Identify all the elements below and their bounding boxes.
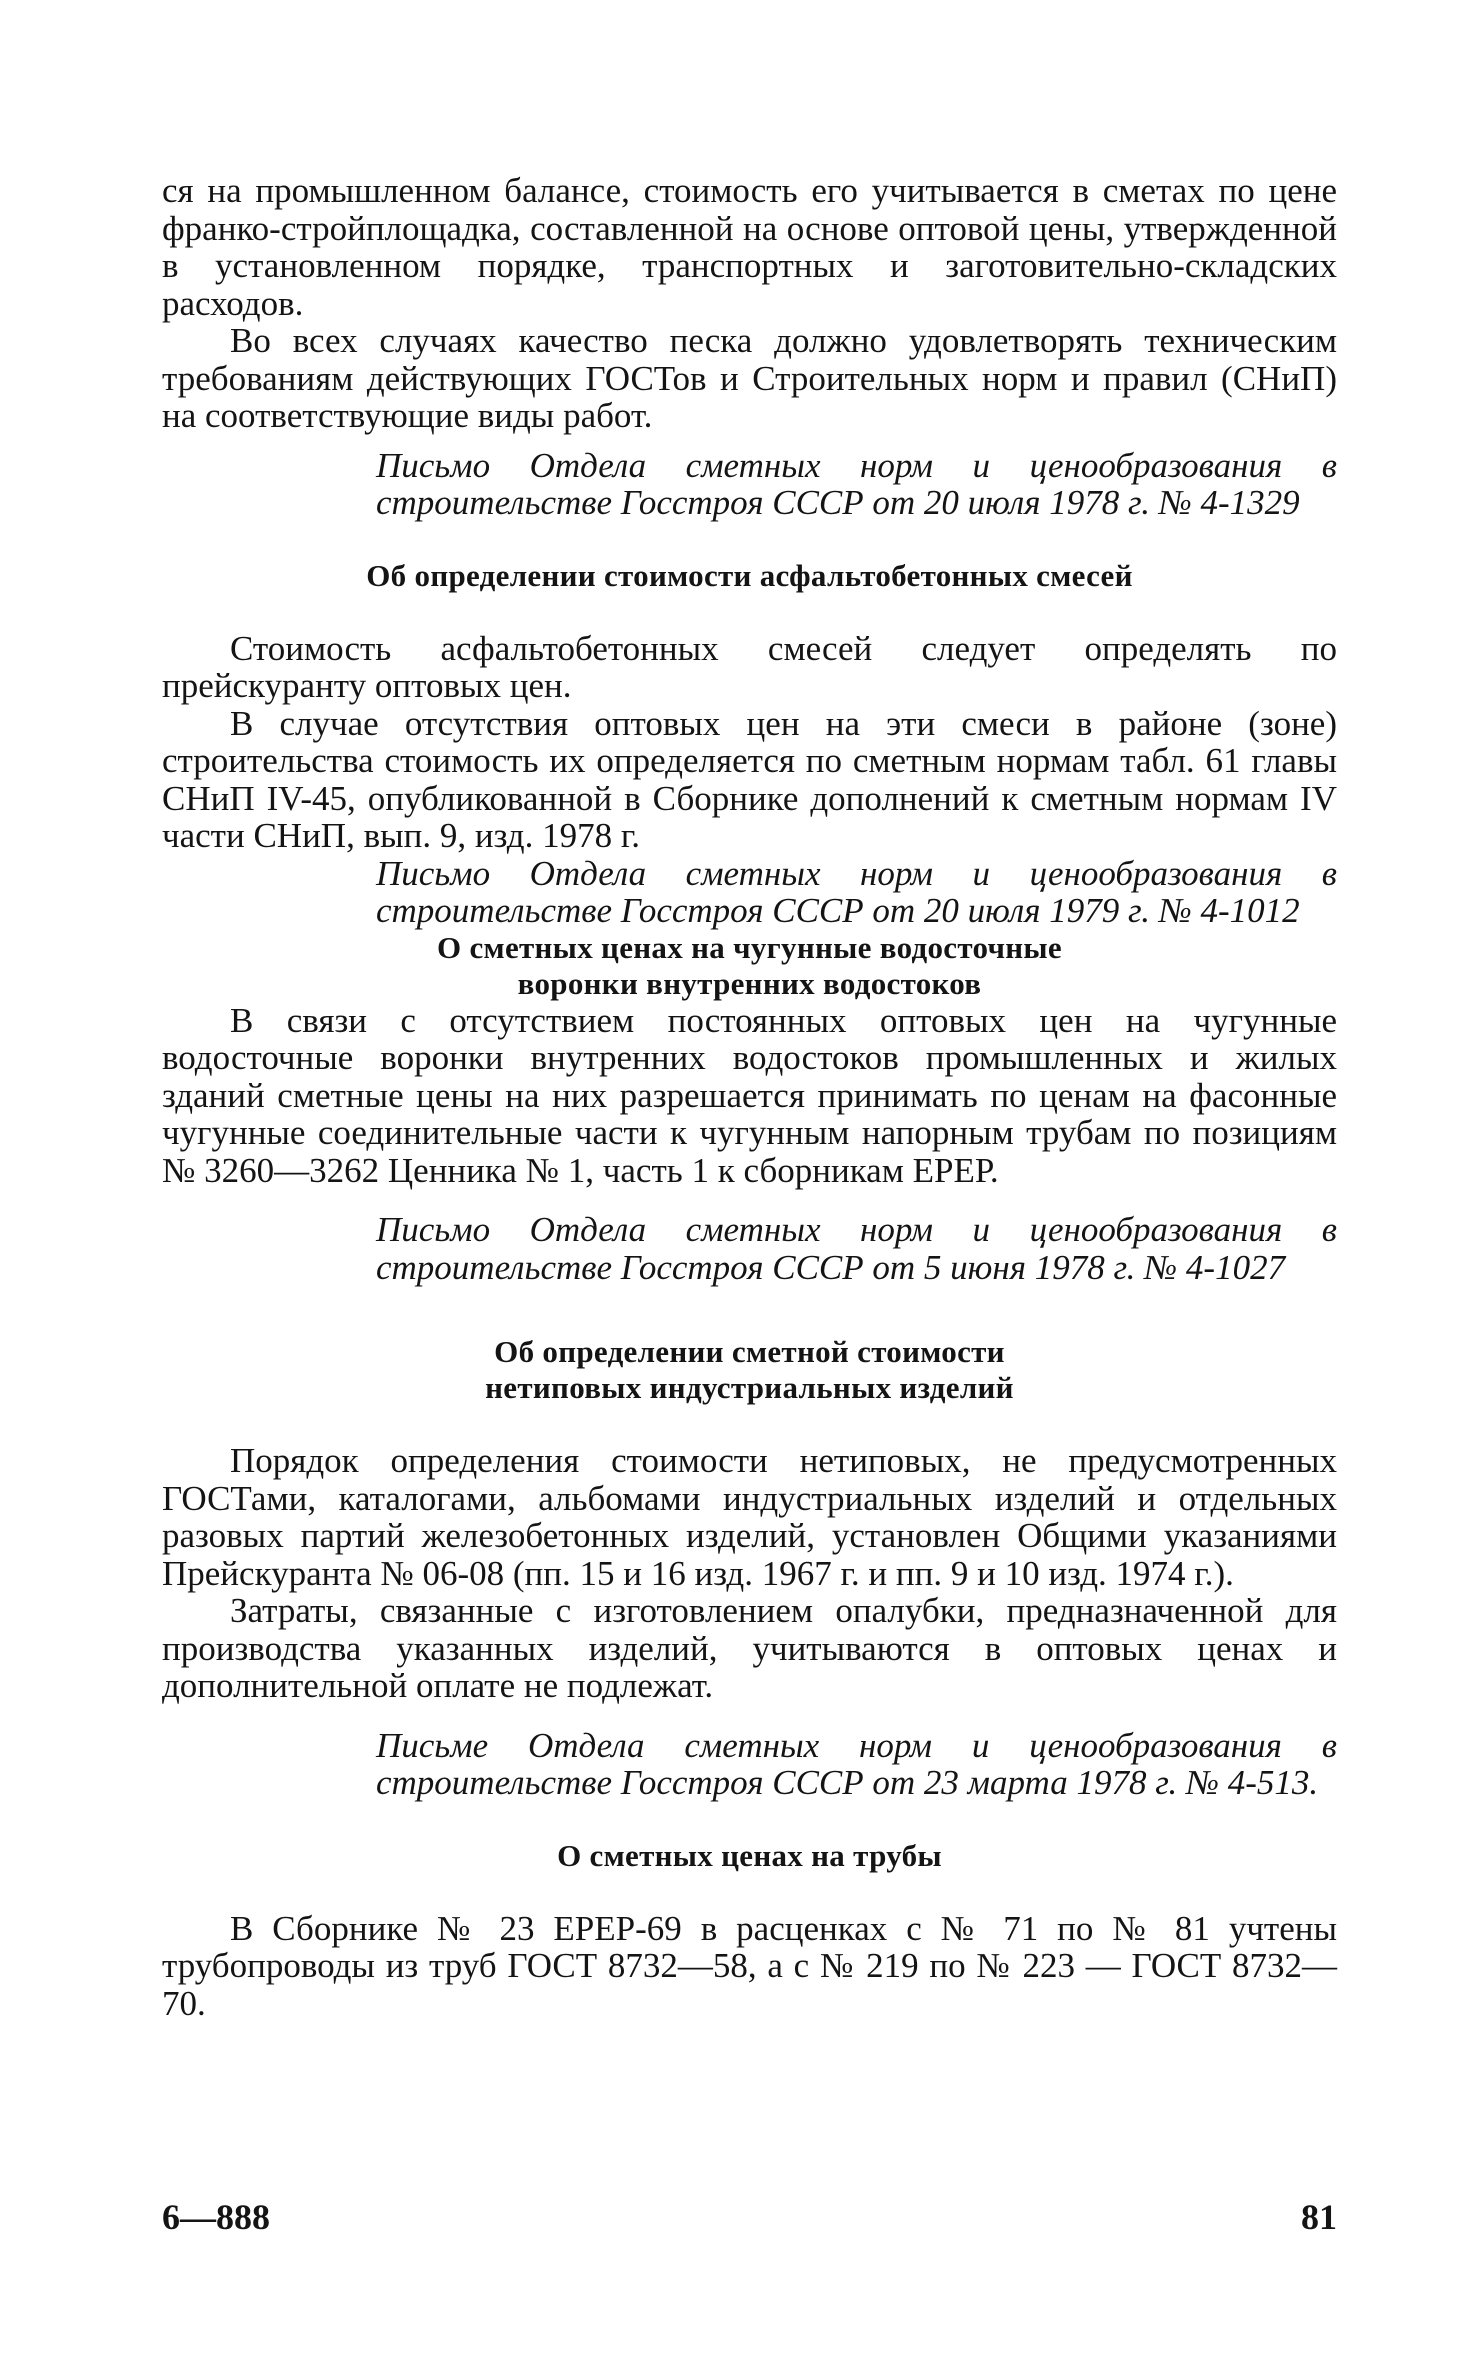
signature: Письмо Отдела сметных норм и ценообразования в строительстве Госстроя СССР от 20 июля 1978 г. № 4-1329 [376,445,1337,522]
section-pipes [162,1838,1337,2023]
document-page [162,172,1337,2022]
section-title: Об определении стоимости асфальтобетонных смесей [366,557,1133,593]
signature: Письме Отдела сметных норм и ценообразования в строительстве Госстроя СССР от 23 марта 1978 г. № 4-513. [376,1725,1337,1802]
section-title: О сметных ценах на трубы [557,1837,942,1873]
page-footer [162,2196,1337,2238]
section-nonstandard-products [162,1334,1337,1802]
paragraph: В Сборнике № 23 ЕРЕР-69 в расценках с № 71 по № 81 учтены трубопроводы из труб ГОСТ 8732—58, а с № 219 по № 223 — ГОСТ 8732—70. [162,1908,1337,2023]
paragraph: Порядок определения стоимости нетиповых, не предусмотренных ГОСТами, каталогами, альбомами индустриальных изделий и отдельных разовых партий железобетонных изделий, установлен Общими указаниями Прейскуранта № 06-08 (пп. 15 и 16 изд. 1967 г. и пп. 9 и 10 изд. 1974 г.). [162,1441,1337,1593]
paragraph: В случае отсутствия оптовых цен на эти смеси в районе (зоне) строительства стоимость их определяется по сметным нормам табл. 61 главы СНиП IV-45, опубликованной в Сборнике дополнений к сметным нормам IV части СНиП, вып. 9, изд. 1978 г. [162,703,1337,855]
section-asphalt [162,558,1337,930]
paragraph: Затраты, связанные с изготовлением опалубки, предназначенной для производства указанных изделий, учитываются в оптовых ценах и дополнительной оплате не подлежат. [162,1591,1337,1705]
paragraph: Стоимость асфальтобетонных смесей следует определять по прейскуранту оптовых цен. [162,628,1337,705]
signature: Письмо Отдела сметных норм и ценообразования в строительстве Госстроя СССР от 20 июля 1979 г. № 4-1012 [376,853,1337,930]
page-number: 81 [1301,2197,1337,2237]
section-title-line-1: О сметных ценах на чугунные водосточные [437,929,1062,965]
paragraph: В связи с отсутствием постоянных оптовых цен на чугунные водосточные воронки внутренних водостоков промышленных и жилых зданий сметные цены на них разрешается принимать по ценам на фасонные чугунные соединительные части к чугунным напорным трубам по позициям № 3260—3262 Ценника № 1, часть 1 к сборникам ЕРЕР. [162,1000,1337,1190]
section-title-line-2: нетиповых индустриальных изделий [485,1370,1014,1405]
paragraph: ся на промышленном балансе, стоимость его учитывается в сметах по цене франко-стройплощадка, составленной на основе оптовой цены, утвержденной в установленном порядке, транспортных и заготовительно-складских расходов. [162,171,1337,323]
signature: Письмо Отдела сметных норм и ценообразования в строительстве Госстроя СССР от 5 июня 1978 г. № 4-1027 [376,1210,1337,1287]
section-sand [162,172,1337,522]
section-funnels [162,930,1337,1287]
section-title-line-1: Об определении сметной стоимости [494,1334,1005,1369]
paragraph: Во всех случаях качество песка должно удовлетворять техническим требованиям действующих ГОСТов и Строительных норм и правил (СНиП) на соответствующие виды работ. [162,321,1337,435]
signature-mark: 6—888 [162,2197,270,2237]
section-title-line-2: воронки внутренних водостоков [517,965,982,1001]
